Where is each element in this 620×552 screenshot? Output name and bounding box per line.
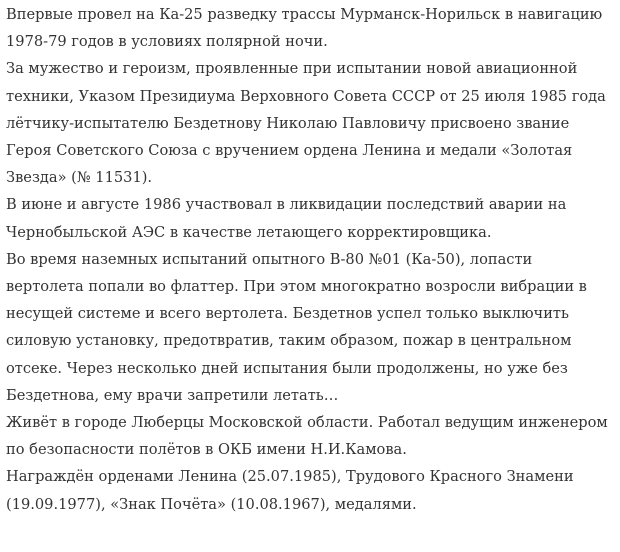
- paragraph-lyubertsy: Живёт в городе Люберцы Московской области. Работал ведущим инженером по безопасности полётов в ОКБ имени Н.И.Камова.: [6, 414, 608, 459]
- paragraph-hero-award: За мужество и героизм, проявленные при испытании новой авиационной техники, Указом Президиума Верховного Совета СССР от 25 июля 1985 года лётчику-испытателю Бездетнову Николаю Павловичу присвоено звание Героя Советского Союза с вручением ордена Ленина и медали «Золотая Звезда» (№ 11531).: [6, 60, 606, 187]
- paragraph-ka25-route: Впервые провел на Ка-25 разведку трассы Мурманск-Норильск в навигацию 1978-79 годов в условиях полярной ночи.: [6, 6, 603, 51]
- paragraph-chernobyl: В июне и августе 1986 участвовал в ликвидации последствий аварии на Чернобыльской АЭС в качестве летающего корректировщика.: [6, 196, 567, 241]
- paragraph-v80-flutter: Во время наземных испытаний опытного В-80 №01 (Ка-50), лопасти вертолета попали во флаттер. При этом многократно возросли вибрации в несущей системе и всего вертолета. Бездетнов успел только выключить силовую установку, предотвратив, таким образом, пожар в центральном отсеке. Через несколько дней испытания были продолжены, но уже без Бездетнова, ему врачи запретили летать…: [6, 250, 587, 404]
- paragraph-awards: Награждён орденами Ленина (25.07.1985), Трудового Красного Знамени (19.09.1977), «Знак Почёта» (10.08.1967), медалями.: [6, 468, 574, 513]
